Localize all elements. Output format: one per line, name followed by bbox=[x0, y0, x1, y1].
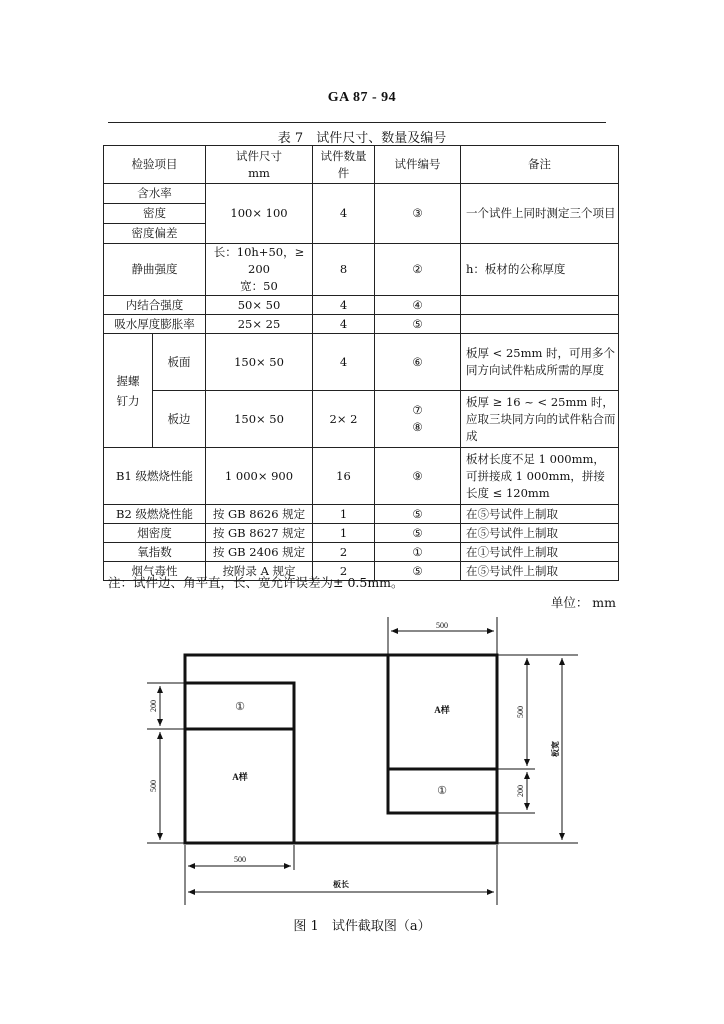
qty-cell: 2× 2 bbox=[313, 391, 375, 448]
table-row bbox=[104, 244, 619, 296]
remark-cell bbox=[461, 315, 619, 334]
code-cell: ⑤ bbox=[375, 505, 461, 524]
dim-left-200: 200 bbox=[149, 700, 158, 712]
item-cell: B1 级燃烧性能 bbox=[104, 448, 206, 505]
header-code: 试件编号 bbox=[375, 146, 461, 184]
size-cell: 150× 50 bbox=[206, 391, 313, 448]
qty-cell: 8 bbox=[313, 244, 375, 296]
header-rule bbox=[108, 122, 606, 123]
table-row bbox=[104, 315, 619, 334]
subitem-cell: 板边 bbox=[153, 391, 206, 448]
remark-cell: 在⑤号试件上制取 bbox=[461, 562, 619, 581]
size-cell: 按 GB 2406 规定 bbox=[206, 543, 313, 562]
code-cell: ⑤ bbox=[375, 315, 461, 334]
right-piece-1-label: A样 bbox=[434, 705, 450, 715]
figure-caption: 图 1 试件截取图（a） bbox=[293, 919, 431, 934]
size-cell: 25× 25 bbox=[206, 315, 313, 334]
table-row bbox=[104, 448, 619, 505]
qty-cell: 4 bbox=[313, 296, 375, 315]
left-piece-1-label: ① bbox=[235, 701, 245, 713]
code-cell: ⑤ bbox=[375, 524, 461, 543]
code-cell: ⑦ ⑧ bbox=[375, 391, 461, 448]
item-cell: B2 级燃烧性能 bbox=[104, 505, 206, 524]
item-cell: 烟气毒性 bbox=[104, 562, 206, 581]
remark-cell bbox=[461, 296, 619, 315]
document-code: GA 87 - 94 bbox=[327, 90, 397, 105]
table-title: 表 7 试件尺寸、数量及编号 bbox=[277, 131, 447, 146]
right-piece-2-label: ① bbox=[437, 785, 447, 797]
table-row bbox=[104, 543, 619, 562]
code-cell: ② bbox=[375, 244, 461, 296]
code-cell: ⑥ bbox=[375, 334, 461, 391]
item-cell: 烟密度 bbox=[104, 524, 206, 543]
qty-cell: 4 bbox=[313, 315, 375, 334]
size-cell: 按 GB 8627 规定 bbox=[206, 524, 313, 543]
item-cell: 氧指数 bbox=[104, 543, 206, 562]
cutting-diagram bbox=[0, 610, 724, 910]
dim-bottom-500: 500 bbox=[234, 855, 246, 864]
code-cell: ④ bbox=[375, 296, 461, 315]
size-cell: 长：10h+50，≥ 200 宽：50 bbox=[206, 244, 313, 296]
dim-right-500: 500 bbox=[516, 706, 525, 718]
header-item: 检验项目 bbox=[104, 146, 206, 184]
header-remark: 备注 bbox=[461, 146, 619, 184]
remark-cell: 在①号试件上制取 bbox=[461, 543, 619, 562]
remark-cell: h：板材的公称厚度 bbox=[461, 244, 619, 296]
left-piece-2 bbox=[185, 729, 294, 843]
specimen-table bbox=[103, 145, 619, 581]
dim-left-500: 500 bbox=[149, 780, 158, 792]
remark-cell: 在⑤号试件上制取 bbox=[461, 524, 619, 543]
qty-cell: 4 bbox=[313, 334, 375, 391]
dim-right-200: 200 bbox=[516, 785, 525, 797]
item-cell: 吸水厚度膨胀率 bbox=[104, 315, 206, 334]
table-row bbox=[104, 334, 619, 391]
header-row bbox=[104, 146, 619, 184]
item-cell: 密度 bbox=[104, 204, 206, 224]
remark-cell: 板厚 ≥ 16 ~ < 25mm 时，应取三块同方向的试件粘合而成 bbox=[461, 391, 619, 448]
table-row bbox=[104, 184, 619, 204]
board-length-label: 板长 bbox=[333, 880, 349, 889]
qty-cell: 2 bbox=[313, 562, 375, 581]
remark-cell: 在⑤号试件上制取 bbox=[461, 505, 619, 524]
size-cell: 50× 50 bbox=[206, 296, 313, 315]
size-cell: 按 GB 8626 规定 bbox=[206, 505, 313, 524]
qty-cell: 2 bbox=[313, 543, 375, 562]
table-row bbox=[104, 505, 619, 524]
code-cell: ③ bbox=[375, 184, 461, 244]
item-cell: 握螺钉力 bbox=[104, 334, 153, 448]
table-footnote: 注：试件边、角平直，长、宽允许误差为± 0.5mm。 bbox=[108, 575, 404, 590]
remark-cell: 板厚 < 25mm 时，可用多个同方向试件粘成所需的厚度 bbox=[461, 334, 619, 391]
qty-cell: 16 bbox=[313, 448, 375, 505]
board-width-label: 板宽 bbox=[551, 741, 560, 757]
code-cell: ⑨ bbox=[375, 448, 461, 505]
unit-label: 单位： mm bbox=[550, 595, 616, 610]
left-piece-2-label: A样 bbox=[232, 772, 248, 782]
item-cell: 密度偏差 bbox=[104, 224, 206, 244]
header-qty: 试件数量 件 bbox=[313, 146, 375, 184]
qty-cell: 1 bbox=[313, 524, 375, 543]
item-cell: 静曲强度 bbox=[104, 244, 206, 296]
remark-cell: 板材长度不足 1 000mm，可拼接成 1 000mm，拼接长度 ≤ 120mm bbox=[461, 448, 619, 505]
table-row bbox=[104, 391, 619, 448]
size-cell: 按附录 A 规定 bbox=[206, 562, 313, 581]
item-cell: 内结合强度 bbox=[104, 296, 206, 315]
dim-top-500: 500 bbox=[436, 621, 448, 630]
item-cell: 含水率 bbox=[104, 184, 206, 204]
table-row bbox=[104, 296, 619, 315]
code-cell: ⑤ bbox=[375, 562, 461, 581]
size-cell: 100× 100 bbox=[206, 184, 313, 244]
qty-cell: 4 bbox=[313, 184, 375, 244]
header-size: 试件尺寸 mm bbox=[206, 146, 313, 184]
code-cell: ① bbox=[375, 543, 461, 562]
remark-cell: 一个试件上同时测定三个项目 bbox=[461, 184, 619, 244]
table-row bbox=[104, 524, 619, 543]
subitem-cell: 板面 bbox=[153, 334, 206, 391]
size-cell: 1 000× 900 bbox=[206, 448, 313, 505]
qty-cell: 1 bbox=[313, 505, 375, 524]
size-cell: 150× 50 bbox=[206, 334, 313, 391]
